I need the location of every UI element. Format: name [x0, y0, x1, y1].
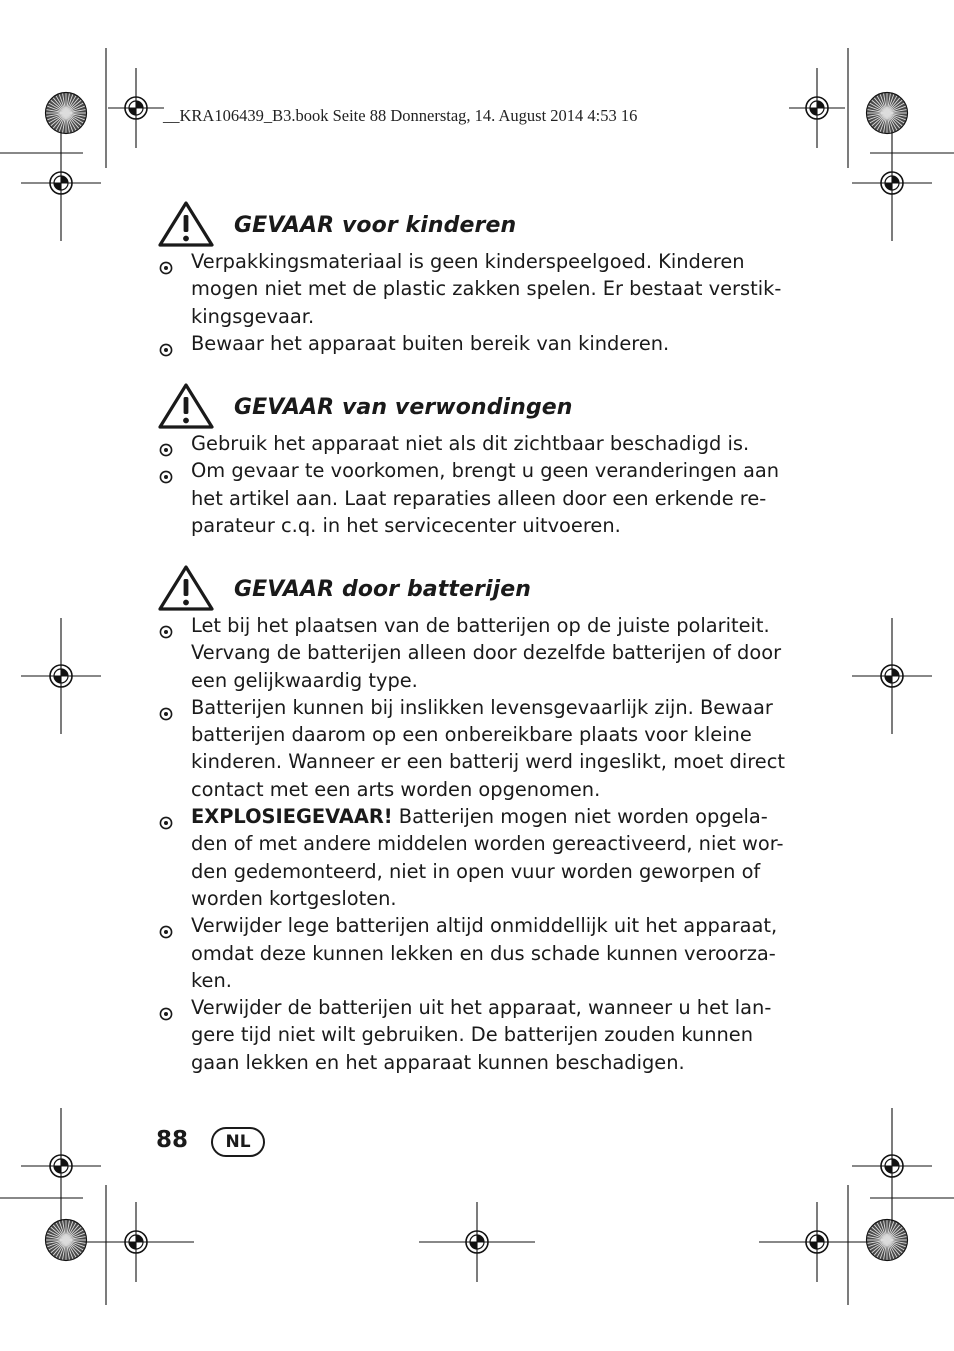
circled-dot-bullet-icon [159, 1001, 173, 1028]
starburst-target-icon [867, 1220, 908, 1261]
registration-cross-icon [419, 1202, 535, 1282]
item-text: Batterijen kunnen bij inslikken levensgevaarlijk zijn. Bewaar batterijen daarom op een onbereikbare plaats voor kleine kinderen. Wanneer er een batterij werd ingeslikt, moet direct contact met een arts worden opgenomen. [191, 695, 785, 801]
registration-cross-icon [789, 68, 845, 148]
section-battery-hazard [157, 564, 797, 1076]
section-title: GEVAAR door batterijen [234, 577, 532, 602]
section-title: GEVAAR voor kinderen [234, 213, 517, 238]
list-item [157, 994, 797, 1076]
starburst-target-icon [867, 93, 908, 134]
registration-cross-icon [108, 68, 164, 148]
circled-dot-bullet-icon [159, 255, 173, 282]
item-text: Bewaar het apparaat buiten bereik van kinderen. [191, 331, 670, 355]
section-injury-hazard [157, 382, 797, 539]
print-slug-header: __KRA106439_B3.book Seite 88 Donnerstag, 14. August 2014 4:53 16 [163, 106, 638, 125]
registration-cross-icon [21, 1108, 101, 1224]
safety-list [157, 430, 797, 539]
circled-dot-bullet-icon [159, 337, 173, 364]
item-text: Verpakkingsmateriaal is geen kinderspeelgoed. Kinderen mogen niet met de plastic zakken spelen. Er bestaat verstik-kingsgevaar. [191, 250, 782, 328]
starburst-target-icon [46, 93, 87, 134]
safety-list [157, 612, 797, 1076]
section-children-hazard [157, 200, 797, 357]
circled-dot-bullet-icon [159, 464, 173, 491]
safety-list [157, 248, 797, 357]
section-heading [157, 382, 797, 430]
starburst-target-icon [46, 1220, 87, 1261]
registration-cross-icon [852, 125, 932, 241]
section-title: GEVAAR van verwondingen [234, 395, 573, 420]
item-text: Batterijen mogen niet worden opgela-den of met andere middelen worden gereactiveerd, niet wor-den gedemonteerd, niet in open vuur worden geworpen of worden kortgesloten. [191, 805, 784, 910]
list-item [157, 803, 797, 912]
language-badge: NL [211, 1127, 265, 1157]
circled-dot-bullet-icon [159, 701, 173, 728]
warning-triangle-icon [157, 200, 215, 248]
registration-cross-icon [759, 1202, 875, 1282]
list-item [157, 612, 797, 694]
section-heading [157, 564, 797, 612]
registration-cross-icon [852, 618, 932, 734]
list-item [157, 330, 797, 357]
circled-dot-bullet-icon [159, 810, 173, 837]
list-item [157, 457, 797, 539]
registration-cross-icon [78, 1202, 194, 1282]
warning-triangle-icon [157, 382, 215, 430]
explosion-hazard-lead: EXPLOSIEGEVAAR! [191, 805, 393, 829]
registration-cross-icon [852, 1108, 932, 1224]
list-item [157, 248, 797, 330]
circled-dot-bullet-icon [159, 619, 173, 646]
circled-dot-bullet-icon [159, 919, 173, 946]
list-item [157, 912, 797, 994]
item-text: Om gevaar te voorkomen, brengt u geen veranderingen aan het artikel aan. Laat reparaties alleen door een erkende re-parateur c.q. in het servicecenter uitvoeren. [191, 459, 780, 537]
section-heading [157, 200, 797, 248]
warning-triangle-icon [157, 564, 215, 612]
list-item [157, 430, 797, 457]
registration-cross-icon [21, 125, 101, 241]
item-text: Verwijder lege batterijen altijd onmiddellijk uit het apparaat, omdat deze kunnen lekken en dus schade kunnen veroorza-ken. [191, 914, 778, 992]
list-item [157, 694, 797, 803]
registration-cross-icon [21, 618, 101, 734]
item-text: Let bij het plaatsen van de batterijen op de juiste polariteit. Vervang de batterijen alleen door dezelfde batterijen of door een gelijkwaardig type. [191, 614, 782, 692]
item-text: Verwijder de batterijen uit het apparaat, wanneer u het lan-gere tijd niet wilt gebruiken. De batterijen zouden kunnen gaan lekken en het apparaat kunnen beschadigen. [191, 996, 772, 1074]
item-text: Gebruik het apparaat niet als dit zichtbaar beschadigd is. [191, 432, 750, 455]
page-number: 88 [156, 1127, 189, 1153]
